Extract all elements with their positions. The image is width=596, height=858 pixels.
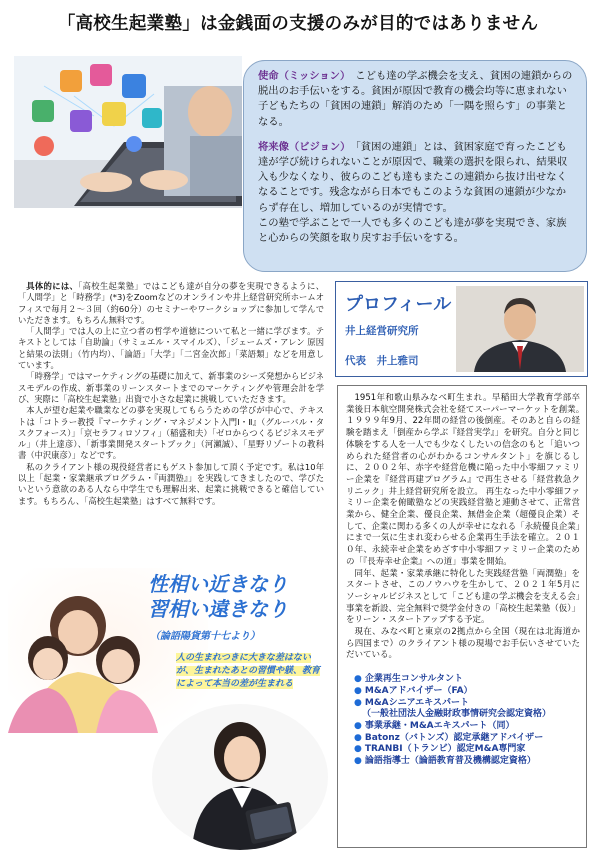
closing-text: この塾で学ぶことで一人でも多くのこども達が夢を実現でき、家族と心からの笑顔を取り戻すお手伝いをする。 <box>258 216 567 245</box>
intro-p3: 「時務学」ではマーケティングの基礎に加えて、新事業のシーズ発想からビジネスモデルの作成、新事業のリーンスタートまでのマーケティングや管理会計を学び、実際に「高校生起業塾」出資で小さな起業に挑戦していただきます。 <box>18 371 324 404</box>
proverb-line-1: 性相い近きなり <box>148 572 288 596</box>
credential-item: ● M&Aアドバイザー（FA） <box>354 685 473 696</box>
profile-org: 井上経営研究所 <box>345 325 419 337</box>
proverb <box>148 572 348 622</box>
vision-label: 将来像（ビジョン） <box>258 140 346 153</box>
intro-p2: 「人間学」では人の上に立つ者の哲学や道徳について私と一緒に学びます。テキストとしては「自助論」（サミュエル・スマイルズ）、「ジェームズ・アレン 原因と結果の法則」（竹内均）、「論語」「大学」「二宮金次郎」「菜語類」などを用意しています。 <box>18 326 324 371</box>
bullet-icon: ● <box>354 674 362 685</box>
credential-item: （一般社団法人金融財政事情研究会認定資格） <box>362 709 552 720</box>
page-title: 「高校生起業塾」は金銭面の支援のみが目的ではありません <box>57 14 539 34</box>
bio-p3: 現在、みなべ町と東京の2拠点から全国（現在は北海道から四国まで）のクライアント様の現場でお手伝いさせていただいている。 <box>346 627 580 661</box>
credential-item: ● Batonz（バトンズ）認定承継アドバイザー <box>354 732 544 743</box>
bullet-icon: ● <box>354 744 362 755</box>
intro-p4: 本人が望む起業や職業などの夢を実現してもらうための学びが中心で、テキストは「コトラー教授『マーケティング・マネジメント入門Ⅰ・Ⅱ』（グルーバル・タスクフォース）」「京セラフィロソフィ」（稲盛和夫）「ゼロからつくるビジネスモデル」（井上達彦）、「新事業開発スタートブック」（河瀬誠）、「星野リゾートの教科書（中沢康彦）」などです。 <box>18 405 324 461</box>
student-photo <box>152 704 328 850</box>
mission-text: こども達の学ぶ機会を支え、貧困の連鎖からの脱出のお手伝いをする。貧困が原因で教育の機会均等に恵まれない子どもたちの「貧困の連鎖」解消のため「一隅を照らす」の事業となる。 <box>258 70 573 128</box>
intro-column <box>18 281 324 507</box>
portrait-photo <box>456 286 584 372</box>
credential-item: ● M&Aシニアエキスパート <box>354 697 469 708</box>
bullet-icon: ● <box>354 720 362 731</box>
bullet-icon: ● <box>354 685 362 696</box>
biography-box <box>337 385 587 848</box>
credential-item: ● TRANBI（トランビ）認定M&A専門家 <box>354 744 526 755</box>
bio-p2: 同年、起業・家業承継に特化した実践経営塾「両潤塾」をスタートさせ、このノウハウを生かして、２０２１年5月にソーシャルビジネスとして「こども達の学ぶ機会を支える会」事業を新設、完全無料で奨学金付きの「高校生起業塾（仮）」をリーン・スタートアップする予定。 <box>346 568 580 626</box>
bullet-icon: ● <box>354 697 362 708</box>
mission-vision-box <box>243 60 587 272</box>
proverb-tagline: 人の生まれつきに大きな差はないが、生まれたあとの習慣や躾、教育によって本当の差が生まれる <box>176 653 321 689</box>
mission-paragraph <box>258 69 574 130</box>
credential-item: ● 企業再生コンサルタント <box>354 674 464 685</box>
proverb-source: （論語陽貨第十七より） <box>150 631 260 642</box>
credentials-list <box>354 674 580 768</box>
intro-p5: 私のクライアント様の現役経営者にもゲスト参加して頂く予定です。私は10年以上「起業・家業継承プログラム・『両潤塾』」を実践してきましたので、学びたいという意欲のある人なら中学生でも理解出来、起業に挑戦できると確信しています。もちろん、「高校生起業塾」はすべて無料です。 <box>18 461 324 506</box>
proverb-line-2: 習相い遠きなり <box>148 597 288 621</box>
bio-p1: 1951年和歌山県みなべ町生まれ。早稲田大学教育学部卒業後日本航空開発株式会社を経てスーパーマーケットを創業。 １９９９年9月、22年間の経営の後倒産。そのあと自らの経験を踏まえ「倒産から学ぶ『経営実学』」を研究。自分と同じ体験をする人を一人でも少なくしたいの信念のもと「追いつめられた経営者の心がわかるコンサルタント」を旗じるしに、２００２年、赤字や経営危機に陥った中小零細ファミリー企業を『経営再建プログラム』で再生させる「経営救急クリニック」井上経営研究所を設立。 再生なった中小零細ファミリー企業を俯瞰塾などの実践経営塾と連動させて、正常営業から、健全企業、優良企業、無借金企業（超優良企業）そして、企業に関わる多くの人が幸せになれる「永続優良企業」にまで一気に生まれ変わらせる企業再生手法を確立。２０１０年、永続幸せ企業をめざす中小零細ファミリー企業のための「『長寿幸せ企業』への道」事業を開始。 <box>346 393 589 567</box>
bullet-icon: ● <box>354 732 362 743</box>
laptop-apps-photo <box>14 56 242 208</box>
intro-paragraph <box>18 281 324 326</box>
bullet-icon: ● <box>354 756 362 767</box>
profile-box <box>335 281 588 377</box>
profile-heading: プロフィール <box>345 294 452 315</box>
mission-label: 使命（ミッション） <box>258 70 346 82</box>
credential-item: ● 事業承継・M&Aエキスパート（同） <box>354 720 515 731</box>
credential-item: ● 論語指導士（論語教育普及機構認定資格） <box>354 756 536 767</box>
intro-lead-label: 具体的には、 <box>26 281 79 291</box>
vision-text: 「貧困の連鎖」とは、貧困家庭で育ったこども達が学び続けられないことが原因で、職業の選択を限られ、結果収入も少なくなり、彼らのこども達もまたこの連鎖から抜け出せなくなることです。残念ながら日本でもこのような貧困の連鎖が少なからず存在し、増加しているのが実情です。 <box>258 140 568 214</box>
vision-paragraph <box>258 140 574 216</box>
intro-p1: 「高校生起業塾」ではこども達が自分の夢を実現できるように、「人間学」と「時務学」(*3)をZoomなどのオンラインや井上経営研究所ホームオフィスで毎月２〜３回（約60分）のセミナーやワークショップに参加して学んでいただきます。もちろん無料です。 <box>18 281 324 325</box>
profile-name: 代表 井上雅司 <box>345 355 419 367</box>
